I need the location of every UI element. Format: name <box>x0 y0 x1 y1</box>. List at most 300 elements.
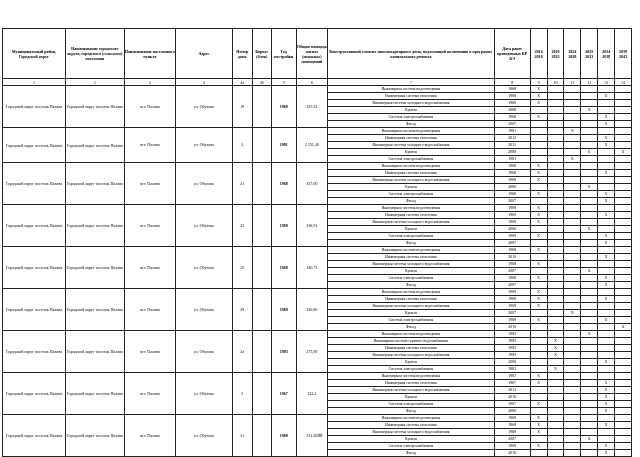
previous-repair-date: 1968 <box>494 163 530 170</box>
building-locality: пгт. Палана <box>124 289 176 331</box>
previous-repair-date: 2006 <box>494 408 530 415</box>
period-mark: X <box>530 114 547 121</box>
period-mark <box>598 268 615 275</box>
period-mark: X <box>598 394 615 401</box>
building-area: 326,60 <box>296 289 328 331</box>
period-mark <box>547 408 564 415</box>
period-mark <box>615 254 632 261</box>
building-settlement: Городской округ поселок Палана <box>66 373 125 415</box>
period-mark <box>581 219 598 226</box>
period-mark <box>615 233 632 240</box>
element-name: Система электроснабжения <box>328 443 495 450</box>
building-year: 1968 <box>271 86 296 128</box>
period-mark <box>547 268 564 275</box>
building-area: 337,00 <box>296 163 328 205</box>
element-name: Инженерная система водоотведения <box>328 373 495 380</box>
column-number: 12 <box>581 79 598 86</box>
period-mark <box>564 93 581 100</box>
period-mark <box>598 303 615 310</box>
building-year: 1968 <box>271 163 296 205</box>
previous-repair-date: 2010 <box>494 324 530 331</box>
previous-repair-date: 1969 <box>494 212 530 219</box>
building-street: ул. Обухова <box>176 163 232 205</box>
column-header: Корпус (блок) <box>252 29 271 79</box>
building-block <box>252 373 271 415</box>
period-mark: X <box>598 170 615 177</box>
building-house: 25 <box>232 247 252 289</box>
period-mark <box>581 324 598 331</box>
element-name: Инженерная система водоотведения <box>328 331 495 338</box>
period-mark <box>615 345 632 352</box>
period-mark: X <box>598 240 615 247</box>
previous-repair-date: 1968 <box>494 114 530 121</box>
period-mark <box>547 303 564 310</box>
building-street: ул. Обухова <box>176 86 232 128</box>
element-name: Инженерная система холодного водоснабжения <box>328 387 495 394</box>
period-mark <box>598 100 615 107</box>
period-mark <box>530 345 547 352</box>
period-mark <box>547 380 564 387</box>
column-header: Наименование населенного пункта <box>124 29 176 79</box>
period-mark <box>547 219 564 226</box>
period-mark <box>581 100 598 107</box>
previous-repair-date: 2007 <box>494 436 530 443</box>
building-year: 1967 <box>271 373 296 415</box>
period-mark: X <box>530 380 547 387</box>
period-mark <box>581 114 598 121</box>
period-mark <box>530 226 547 233</box>
period-mark <box>598 338 615 345</box>
period-mark <box>598 156 615 163</box>
period-mark <box>615 373 632 380</box>
column-header: Наименование городского округа, городского (сельского) поселения <box>66 29 125 79</box>
period-mark <box>564 289 581 296</box>
period-mark <box>615 86 632 93</box>
building-year: 1983 <box>271 331 296 373</box>
previous-repair-date: 1969 <box>494 422 530 429</box>
building-year: 1969 <box>271 205 296 247</box>
period-mark <box>547 212 564 219</box>
previous-repair-date: 2010 <box>494 450 530 457</box>
previous-repair-date: 1969 <box>494 296 530 303</box>
period-mark <box>547 401 564 408</box>
period-mark <box>598 177 615 184</box>
building-settlement: Городской округ поселок Палана <box>66 205 125 247</box>
period-mark: X <box>598 254 615 261</box>
period-mark <box>615 114 632 121</box>
element-name: Инженерная система отопления <box>328 422 495 429</box>
column-number: 13 <box>598 79 615 86</box>
period-mark: X <box>564 156 581 163</box>
previous-repair-date: 2006 <box>494 226 530 233</box>
period-mark <box>615 317 632 324</box>
previous-repair-date: 2010 <box>494 394 530 401</box>
previous-repair-date: 1981 <box>494 156 530 163</box>
period-mark <box>530 282 547 289</box>
period-mark <box>564 247 581 254</box>
element-name: Фасад <box>328 240 495 247</box>
element-name: Инженерная система холодного водоснабжения <box>328 303 495 310</box>
period-mark <box>615 366 632 373</box>
period-mark <box>530 142 547 149</box>
previous-repair-date: 1968 <box>494 247 530 254</box>
period-mark <box>564 219 581 226</box>
period-mark <box>581 366 598 373</box>
period-mark <box>564 191 581 198</box>
period-mark <box>615 240 632 247</box>
period-mark <box>581 450 598 457</box>
period-mark <box>564 387 581 394</box>
building-locality: пгт. Палана <box>124 205 176 247</box>
element-name: Инженерная система водоотведения <box>328 163 495 170</box>
period-mark <box>581 254 598 261</box>
period-mark <box>530 149 547 156</box>
period-mark <box>615 359 632 366</box>
period-mark: X <box>598 212 615 219</box>
period-mark <box>615 261 632 268</box>
building-district: Городской округ поселок Палана <box>3 331 66 373</box>
column-number-row <box>3 79 632 86</box>
column-header: Общая площадь жилых (нежилых) помещений <box>296 29 328 79</box>
period-mark: X <box>598 121 615 128</box>
period-mark <box>547 156 564 163</box>
period-mark <box>547 107 564 114</box>
period-mark: X <box>598 233 615 240</box>
element-name: Кровля <box>328 184 495 191</box>
period-mark: X <box>581 268 598 275</box>
period-mark: X <box>530 429 547 436</box>
period-mark <box>598 345 615 352</box>
element-name: Инженерная система отопления <box>328 212 495 219</box>
element-name: Инженерная система отопления <box>328 254 495 261</box>
column-header: 2039 2043 <box>615 29 632 79</box>
period-mark <box>581 443 598 450</box>
building-settlement: Городской округ поселок Палана <box>66 86 125 128</box>
period-mark <box>564 163 581 170</box>
building-locality: пгт. Палана <box>124 163 176 205</box>
period-mark <box>615 100 632 107</box>
building-area: 2 151,40 <box>296 128 328 163</box>
period-mark <box>564 205 581 212</box>
period-mark <box>564 86 581 93</box>
element-name: Инженерная система отопления <box>328 296 495 303</box>
period-mark: X <box>598 296 615 303</box>
element-name: Фасад <box>328 198 495 205</box>
period-mark <box>547 359 564 366</box>
period-mark <box>564 240 581 247</box>
previous-repair-date: 2006 <box>494 184 530 191</box>
building-area: 322,2 <box>296 373 328 415</box>
column-header: 2025 2033 <box>581 29 598 79</box>
period-mark <box>564 135 581 142</box>
period-mark: X <box>547 345 564 352</box>
period-mark <box>547 254 564 261</box>
building-house: 2 <box>232 128 252 163</box>
period-mark <box>547 226 564 233</box>
element-name: Инженерная система водоотведения <box>328 247 495 254</box>
element-name: Инженерная система отопления <box>328 93 495 100</box>
period-mark <box>615 156 632 163</box>
element-name: Инженерная система отопления <box>328 170 495 177</box>
period-mark <box>547 100 564 107</box>
period-mark <box>564 233 581 240</box>
column-number: 10 <box>547 79 564 86</box>
building-locality: пгт. Палана <box>124 86 176 128</box>
element-name: Инженерная система отопления <box>328 380 495 387</box>
period-mark <box>547 247 564 254</box>
period-mark <box>615 163 632 170</box>
period-mark <box>564 261 581 268</box>
period-mark <box>598 289 615 296</box>
period-mark <box>581 415 598 422</box>
building-block <box>252 86 271 128</box>
previous-repair-date: 1969 <box>494 289 530 296</box>
previous-repair-date: 2008 <box>494 149 530 156</box>
building-district: Городской округ поселок Палана <box>3 128 66 163</box>
previous-repair-date: 2007 <box>494 240 530 247</box>
period-mark <box>547 317 564 324</box>
column-header: Муниципальный район, Городской округ <box>3 29 66 79</box>
period-mark: X <box>598 450 615 457</box>
element-name: Инженерная система водоотведения <box>328 415 495 422</box>
column-number: 4a <box>232 79 252 86</box>
element-name: Система электроснабжения <box>328 401 495 408</box>
period-mark <box>564 121 581 128</box>
period-mark <box>581 205 598 212</box>
period-mark <box>547 233 564 240</box>
building-street: ул. Обухова <box>176 247 232 289</box>
period-mark <box>530 107 547 114</box>
period-mark: X <box>615 324 632 331</box>
previous-repair-date: 2007 <box>494 198 530 205</box>
previous-repair-date: 1969 <box>494 443 530 450</box>
previous-repair-date: 1983 <box>494 352 530 359</box>
period-mark <box>598 226 615 233</box>
period-mark <box>547 450 564 457</box>
period-mark <box>598 184 615 191</box>
period-mark <box>581 387 598 394</box>
column-header: Конструктивный элемент многоквартирного дома, подлежащий включению в программу капитального ремонта <box>328 29 495 79</box>
period-mark <box>564 401 581 408</box>
period-mark <box>581 128 598 135</box>
building-area: 331,20 <box>296 415 328 457</box>
element-name: Инженерная система водоотведения <box>328 128 495 135</box>
period-mark <box>581 338 598 345</box>
previous-repair-date: 1983 <box>494 366 530 373</box>
period-mark <box>564 373 581 380</box>
element-name: Инженерная система холодного водоснабжения <box>328 352 495 359</box>
previous-repair-date: 1983 <box>494 331 530 338</box>
period-mark <box>564 198 581 205</box>
period-mark <box>598 86 615 93</box>
period-mark: X <box>598 142 615 149</box>
period-mark <box>547 331 564 338</box>
period-mark <box>581 275 598 282</box>
element-name: Кровля <box>328 149 495 156</box>
period-mark <box>564 282 581 289</box>
column-number: 14 <box>615 79 632 86</box>
previous-repair-date: 1969 <box>494 317 530 324</box>
period-mark <box>530 198 547 205</box>
element-name: Инженерная система отопления <box>328 135 495 142</box>
period-mark: X <box>598 114 615 121</box>
element-name: Инженерная система отопления <box>328 345 495 352</box>
period-mark: X <box>530 191 547 198</box>
period-mark: X <box>598 198 615 205</box>
period-mark <box>615 226 632 233</box>
building-street: ул. Обухова <box>176 205 232 247</box>
period-mark <box>564 324 581 331</box>
period-mark: X <box>598 135 615 142</box>
previous-repair-date: 1969 <box>494 415 530 422</box>
period-mark <box>547 296 564 303</box>
element-name: Система электроснабжения <box>328 114 495 121</box>
period-mark <box>581 86 598 93</box>
period-mark <box>564 450 581 457</box>
period-mark <box>581 212 598 219</box>
previous-repair-date: 1968 <box>494 275 530 282</box>
building-house: 2а <box>232 331 252 373</box>
column-number: 6 <box>296 79 328 86</box>
period-mark <box>598 331 615 338</box>
period-mark <box>615 387 632 394</box>
period-mark <box>564 107 581 114</box>
building-district: Городской округ поселок Палана <box>3 247 66 289</box>
column-number: 3 <box>124 79 176 86</box>
period-mark <box>564 254 581 261</box>
period-mark <box>615 443 632 450</box>
period-mark <box>615 394 632 401</box>
element-name: Кровля <box>328 394 495 401</box>
period-mark <box>564 317 581 324</box>
period-mark <box>564 394 581 401</box>
building-area: 275,50 <box>296 331 328 373</box>
period-mark: X <box>547 338 564 345</box>
period-mark <box>581 240 598 247</box>
period-mark: X <box>598 387 615 394</box>
period-mark <box>598 128 615 135</box>
period-mark: X <box>581 184 598 191</box>
building-district: Городской округ поселок Палана <box>3 289 66 331</box>
period-mark <box>581 394 598 401</box>
previous-repair-date: 2012 <box>494 387 530 394</box>
period-mark <box>615 93 632 100</box>
period-mark <box>581 191 598 198</box>
building-locality: пгт. Палана <box>124 128 176 163</box>
column-header: 2024 2028 <box>564 29 581 79</box>
period-mark <box>564 100 581 107</box>
building-year: 1969 <box>271 415 296 457</box>
period-mark <box>564 380 581 387</box>
period-mark <box>547 324 564 331</box>
period-mark <box>581 289 598 296</box>
period-mark <box>530 338 547 345</box>
element-name: Инженерная система холодного водоснабжения <box>328 429 495 436</box>
period-mark <box>547 191 564 198</box>
period-mark <box>598 149 615 156</box>
previous-repair-date: 1968 <box>494 261 530 268</box>
period-mark <box>564 296 581 303</box>
period-mark <box>615 338 632 345</box>
period-mark: X <box>530 247 547 254</box>
period-mark <box>530 366 547 373</box>
building-block <box>252 163 271 205</box>
period-mark <box>581 121 598 128</box>
building-locality: пгт. Палана <box>124 247 176 289</box>
column-number: 7 <box>328 79 495 86</box>
period-mark <box>581 303 598 310</box>
column-header: Адрес <box>176 29 232 79</box>
element-name: Инженерная система водоотведения <box>328 289 495 296</box>
building-area: 325,52 <box>296 86 328 128</box>
period-mark <box>564 303 581 310</box>
period-mark <box>615 212 632 219</box>
period-mark <box>564 443 581 450</box>
period-mark: X <box>530 100 547 107</box>
period-mark <box>581 142 598 149</box>
period-mark <box>598 107 615 114</box>
previous-repair-date: 1968 <box>494 170 530 177</box>
building-street: ул. Обухова <box>176 415 232 457</box>
period-mark <box>598 373 615 380</box>
period-mark <box>530 156 547 163</box>
period-mark <box>598 163 615 170</box>
column-number: 1 <box>3 79 66 86</box>
period-mark: X <box>530 163 547 170</box>
building-block <box>252 289 271 331</box>
period-mark: X <box>530 212 547 219</box>
period-mark <box>547 373 564 380</box>
previous-repair-date: 2007 <box>494 268 530 275</box>
column-number: 4 <box>176 79 232 86</box>
period-mark: X <box>598 422 615 429</box>
previous-repair-date: 1981 <box>494 128 530 135</box>
table-row <box>3 415 632 422</box>
period-mark <box>581 380 598 387</box>
element-name: Инженерная система холодного водоснабжения <box>328 177 495 184</box>
period-mark <box>598 247 615 254</box>
element-name: Кровля <box>328 226 495 233</box>
element-name: Система электроснабжения <box>328 233 495 240</box>
column-header: Год постройки <box>271 29 296 79</box>
period-mark <box>530 450 547 457</box>
period-mark <box>615 408 632 415</box>
building-settlement: Городской округ поселок Палана <box>66 289 125 331</box>
period-mark <box>615 268 632 275</box>
capital-repair-table <box>2 28 632 457</box>
previous-repair-date: 1968 <box>494 177 530 184</box>
period-mark <box>530 352 547 359</box>
period-mark <box>615 303 632 310</box>
period-mark <box>564 345 581 352</box>
period-mark <box>547 387 564 394</box>
previous-repair-date: 1968 <box>494 86 530 93</box>
period-mark <box>564 170 581 177</box>
period-mark <box>598 352 615 359</box>
period-mark: X <box>598 408 615 415</box>
period-mark: X <box>598 93 615 100</box>
element-name: Фасад <box>328 282 495 289</box>
period-mark <box>581 359 598 366</box>
period-mark <box>598 324 615 331</box>
period-mark <box>547 149 564 156</box>
period-mark <box>530 184 547 191</box>
period-mark <box>615 128 632 135</box>
table-row <box>3 128 632 135</box>
period-mark <box>547 205 564 212</box>
period-mark <box>615 450 632 457</box>
building-district: Городской округ поселок Палана <box>3 205 66 247</box>
